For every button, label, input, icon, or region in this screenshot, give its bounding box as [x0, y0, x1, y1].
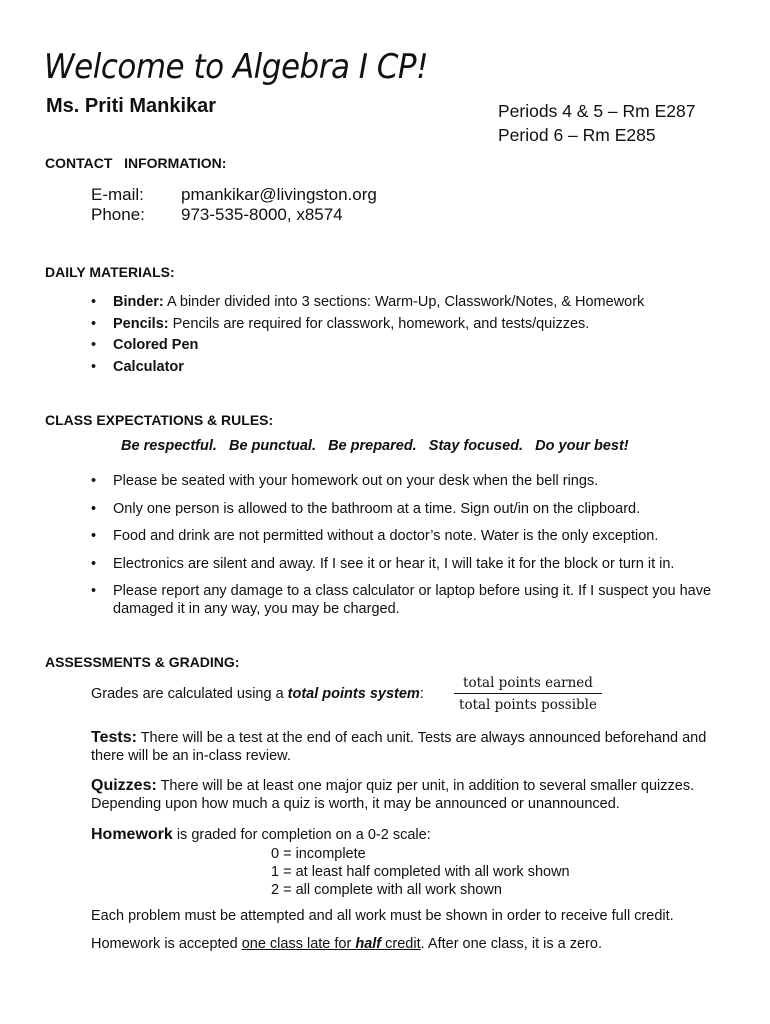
rules-list — [91, 472, 721, 628]
scale-item: 2 = all complete with all work shown — [271, 882, 502, 898]
fraction-numerator: total points earned — [454, 675, 602, 694]
list-item: • Electronics are silent and away. If I see it or hear it, I will take it for the block or turn it in. — [91, 555, 721, 573]
item-name: Calculator — [113, 358, 184, 375]
periods-line: Period 6 – Rm E285 — [498, 125, 656, 145]
periods-line: Periods 4 & 5 – Rm E287 — [498, 101, 696, 121]
email-value: pmankikar@livingston.org — [181, 185, 377, 204]
intro-text: Grades are calculated using a — [91, 686, 288, 702]
fraction-denominator: total points possible — [459, 697, 597, 713]
homework-scale — [271, 845, 570, 899]
intro-colon: : — [419, 686, 424, 702]
late-underlined-b: credit — [381, 936, 421, 952]
phone-row — [91, 205, 377, 225]
item-desc: Pencils are required for classwork, homework, and tests/quizzes. — [168, 315, 590, 332]
tests-lead: Tests: — [91, 729, 137, 746]
item-desc: A binder divided into 3 sections: Warm-Up, Classwork/Notes, & Homework — [163, 294, 645, 310]
list-item: • Only one person is allowed to the bathroom at a time. Sign out/in on the clipboard. — [91, 500, 721, 518]
grading-intro — [91, 686, 424, 702]
email-label: E-mail: — [91, 185, 144, 204]
list-item — [91, 292, 644, 314]
scale-item: 1 = at least half completed with all work shown — [271, 864, 570, 880]
class-motto: Be respectful. Be punctual. Be prepared. Stay focused. Do your best! — [121, 438, 629, 454]
list-item: • Please report any damage to a class calculator or laptop before using it. If I suspect you have damaged it in any way, you may be charged. — [91, 582, 721, 618]
materials-list — [91, 292, 644, 378]
quizzes-lead: Quizzes: — [91, 777, 157, 794]
list-item — [91, 357, 644, 379]
tests-paragraph — [91, 729, 731, 765]
phone-label: Phone: — [91, 205, 145, 224]
late-emphasis: half — [355, 936, 382, 952]
item-name: Binder: — [113, 294, 164, 310]
contact-heading: CONTACT INFORMATION: — [45, 155, 227, 171]
scale-item: 0 = incomplete — [271, 846, 366, 862]
page-title: Welcome to Algebra I CP! — [44, 48, 429, 87]
grading-heading: ASSESSMENTS & GRADING: — [45, 654, 240, 670]
late-suffix: . After one class, it is a zero. — [420, 936, 602, 952]
list-item: • Please be seated with your homework out on your desk when the bell rings. — [91, 472, 721, 490]
quizzes-paragraph — [91, 777, 731, 813]
late-underlined — [242, 936, 421, 952]
list-item — [91, 335, 644, 357]
phone-value: 973-535-8000, x8574 — [181, 205, 343, 224]
materials-heading: DAILY MATERIALS: — [45, 264, 175, 280]
item-name: Colored Pen — [113, 337, 199, 353]
late-prefix: Homework is accepted — [91, 936, 242, 952]
homework-paragraph — [91, 826, 731, 844]
item-name: Pencils: — [113, 315, 169, 332]
periods-block — [498, 99, 695, 147]
contact-info — [91, 185, 377, 225]
rules-heading: CLASS EXPECTATIONS & RULES: — [45, 412, 274, 428]
intro-emphasis: total points system — [287, 686, 420, 702]
teacher-name: Ms. Priti Mankikar — [46, 95, 217, 117]
grade-fraction — [454, 675, 602, 713]
list-item — [91, 314, 644, 336]
credit-line: Each problem must be attempted and all work must be shown in order to receive full credit. — [91, 908, 674, 924]
list-item: • Food and drink are not permitted without a doctor’s note. Water is the only exception. — [91, 527, 721, 545]
email-row — [91, 185, 377, 205]
quizzes-text: There will be at least one major quiz per unit, in addition to several smaller quizzes. Depending upon how much a quiz is worth, it may be announced or unannounced. — [91, 778, 695, 812]
homework-lead: Homework — [91, 826, 173, 843]
tests-text: There will be a test at the end of each unit. Tests are always announced beforehand and there will be an in-class review. — [91, 730, 707, 764]
homework-text: is graded for completion on a 0-2 scale: — [172, 827, 431, 843]
late-underlined-a: one class late for — [241, 936, 356, 952]
late-policy — [91, 935, 731, 953]
